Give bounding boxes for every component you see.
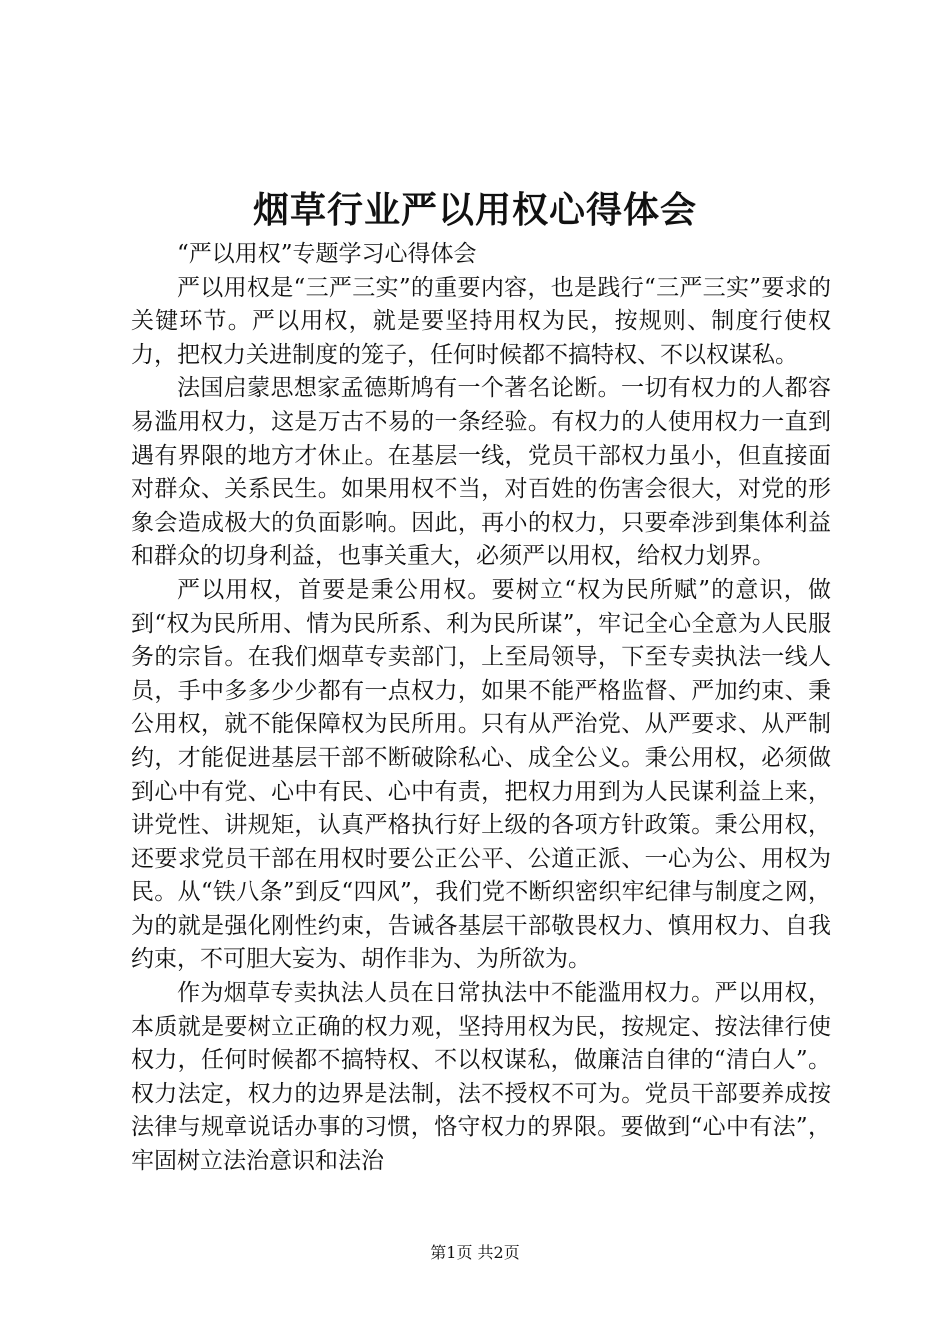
page-number-footer: 第1页 共2页	[430, 1243, 520, 1262]
body-paragraph: 严以用权是“三严三实”的重要内容，也是践行“三严三实”要求的关键环节。严以用权，就是要坚持用权为民，按规则、制度行使权力，把权力关进制度的笼子，任何时候都不搞特权、不以权谋私。	[131, 274, 831, 368]
document-title: 烟草行业严以用权心得体会	[252, 189, 697, 231]
body-paragraph: 法国启蒙思想家孟德斯鸠有一个著名论断。一切有权力的人都容易滥用权力，这是万古不易的一条经验。有权力的人使用权力一直到遇有界限的地方才休止。在基层一线，党员干部权力虽小，但直接面对群众、关系民生。如果用权不当，对百姓的伤害会很大，对党的形象会造成极大的负面影响。因此，再小的权力，只要牵涉到集体利益和群众的切身利益，也事关重大，必须严以用权，给权力划界。	[131, 375, 831, 570]
body-paragraph: 严以用权，首要是秉公用权。要树立“权为民所赋”的意识，做到“权为民所用、情为民所系、利为民所谋”，牢记全心全意为人民服务的宗旨。在我们烟草专卖部门，上至局领导，下至专卖执法一线人员，手中多多少少都有一点权力，如果不能严格监督、严加约束、秉公用权，就不能保障权为民所用。只有从严治党、从严要求、从严制约，才能促进基层干部不断破除私心、成全公义。秉公用权，必须做到心中有党、心中有民、心中有责，把权力用到为人民谋利益上来，讲党性、讲规矩，认真严格执行好上级的各项方针政策。秉公用权，还要求党员干部在用权时要公正公平、公道正派、一心为公、用权为民。从“铁八条”到反“四风”，我们党不断织密织牢纪律与制度之网，为的就是强化刚性约束，告诫各基层干部敬畏权力、慎用权力、自我约束，不可胆大妄为、胡作非为、为所欲为。	[131, 576, 831, 973]
document-body	[131, 238, 831, 1179]
body-paragraph: 作为烟草专卖执法人员在日常执法中不能滥用权力。严以用权，本质就是要树立正确的权力观，坚持用权为民，按规定、按法律行使权力，任何时候都不搞特权、不以权谋私，做廉洁自律的“清白人”。权力法定，权力的边界是法制，法不授权不可为。党员干部要养成按法律与规章说话办事的习惯，恪守权力的界限。要做到“心中有法”，牢固树立法治意识和法治	[131, 980, 831, 1175]
subtitle-paragraph: “严以用权”专题学习心得体会	[177, 241, 477, 267]
